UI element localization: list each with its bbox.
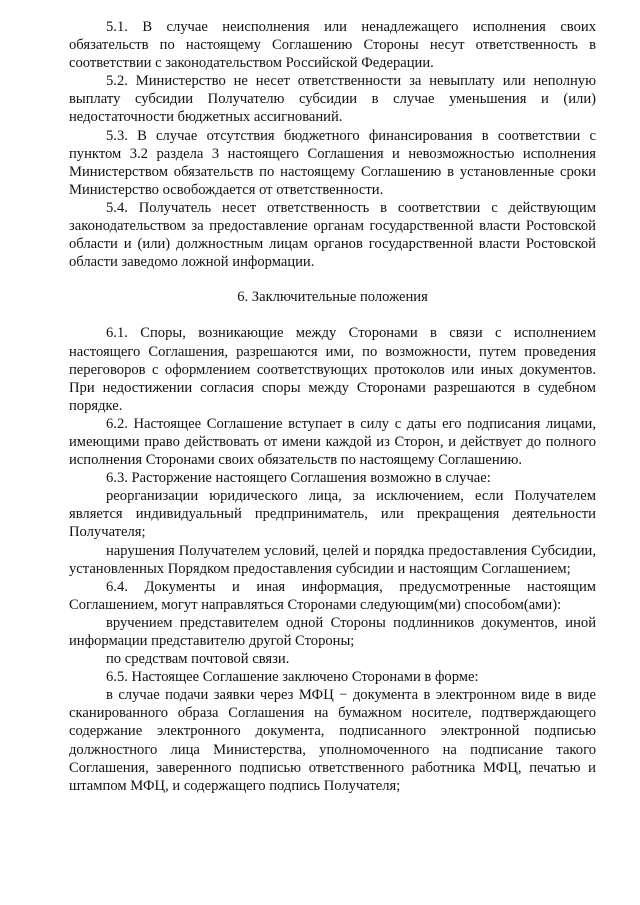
paragraph-6-4-post: по средствам почтовой связи. [106, 651, 290, 668]
paragraph-6-5-mfc: в случае подачи заявки через МФЦ − документа в электронном виде в виде сканированного образа Соглашения на бумажном носителе, подтверждающего содержание электронного документа, подписанного электронной подписью должностного лица Министерства, уполномоченного на подписание такого Соглашения, заверенного подписью ответственного работника МФЦ, печатью и штампом МФЦ, и содержащего подпись Получателя; [69, 687, 596, 794]
paragraph-6-4-delivery: вручением представителем одной Стороны подлинников документов, иной информации представителю другой Стороны; [69, 614, 596, 649]
document-page [69, 18, 596, 795]
paragraph-6-3: 6.3. Расторжение настоящего Соглашения возможно в случае: [106, 470, 491, 487]
paragraph-5-2: 5.2. Министерство не несет ответственности за невыплату или неполную выплату субсидии Получателю субсидии в случае уменьшения и (или) недостаточности бюджетных ассигнований. [69, 73, 596, 126]
paragraph-6-3-reorganization: реорганизации юридического лица, за исключением, если Получателем является индивидуальный предприниматель, или прекращения деятельности Получателя; [69, 488, 596, 541]
paragraph-6-5: 6.5. Настоящее Соглашение заключено Сторонами в форме: [106, 669, 479, 686]
paragraph-5-4: 5.4. Получатель несет ответственность в соответствии с действующим законодательством за предоставление органам государственной власти Ростовской области и (или) должностным лицам органов государственной власти Ростовской области заведомо ложной информации. [69, 199, 596, 271]
paragraph-5-3: 5.3. В случае отсутствия бюджетного финансирования в соответствии с пунктом 3.2 раздела 3 настоящего Соглашения и невозможностью исполнения Министерством обязательств по настоящему Соглашению в установленные сроки Министерство освобождается от ответственности. [69, 127, 596, 198]
section-6-heading: 6. Заключительные положения [237, 289, 428, 306]
paragraph-6-3-violation: нарушения Получателем условий, целей и порядка предоставления Субсидии, установленных Порядком предоставления субсидии и настоящим Соглашением; [69, 542, 596, 577]
paragraph-5-1: 5.1. В случае неисполнения или ненадлежащего исполнения своих обязательств по настоящему Соглашению Стороны несут ответственность в соответствии с законодательством Российской Федерации. [69, 19, 596, 72]
paragraph-6-2: 6.2. Настоящее Соглашение вступает в силу с даты его подписания лицами, имеющими право действовать от имени каждой из Сторон, и действует до полного исполнения Сторонами своих обязательств по настоящему Соглашению. [69, 415, 596, 469]
paragraph-6-1: 6.1. Споры, возникающие между Сторонами в связи с исполнением настоящего Соглашения, разрешаются ими, по возможности, путем проведения переговоров с оформлением соответствующих протоколов или иных документов. При недостижении согласия споры между Сторонами разрешаются в судебном порядке. [69, 325, 596, 414]
paragraph-6-4: 6.4. Документы и иная информация, предусмотренные настоящим Соглашением, могут направляться Сторонами следующим(ми) способом(ами): [69, 578, 596, 613]
